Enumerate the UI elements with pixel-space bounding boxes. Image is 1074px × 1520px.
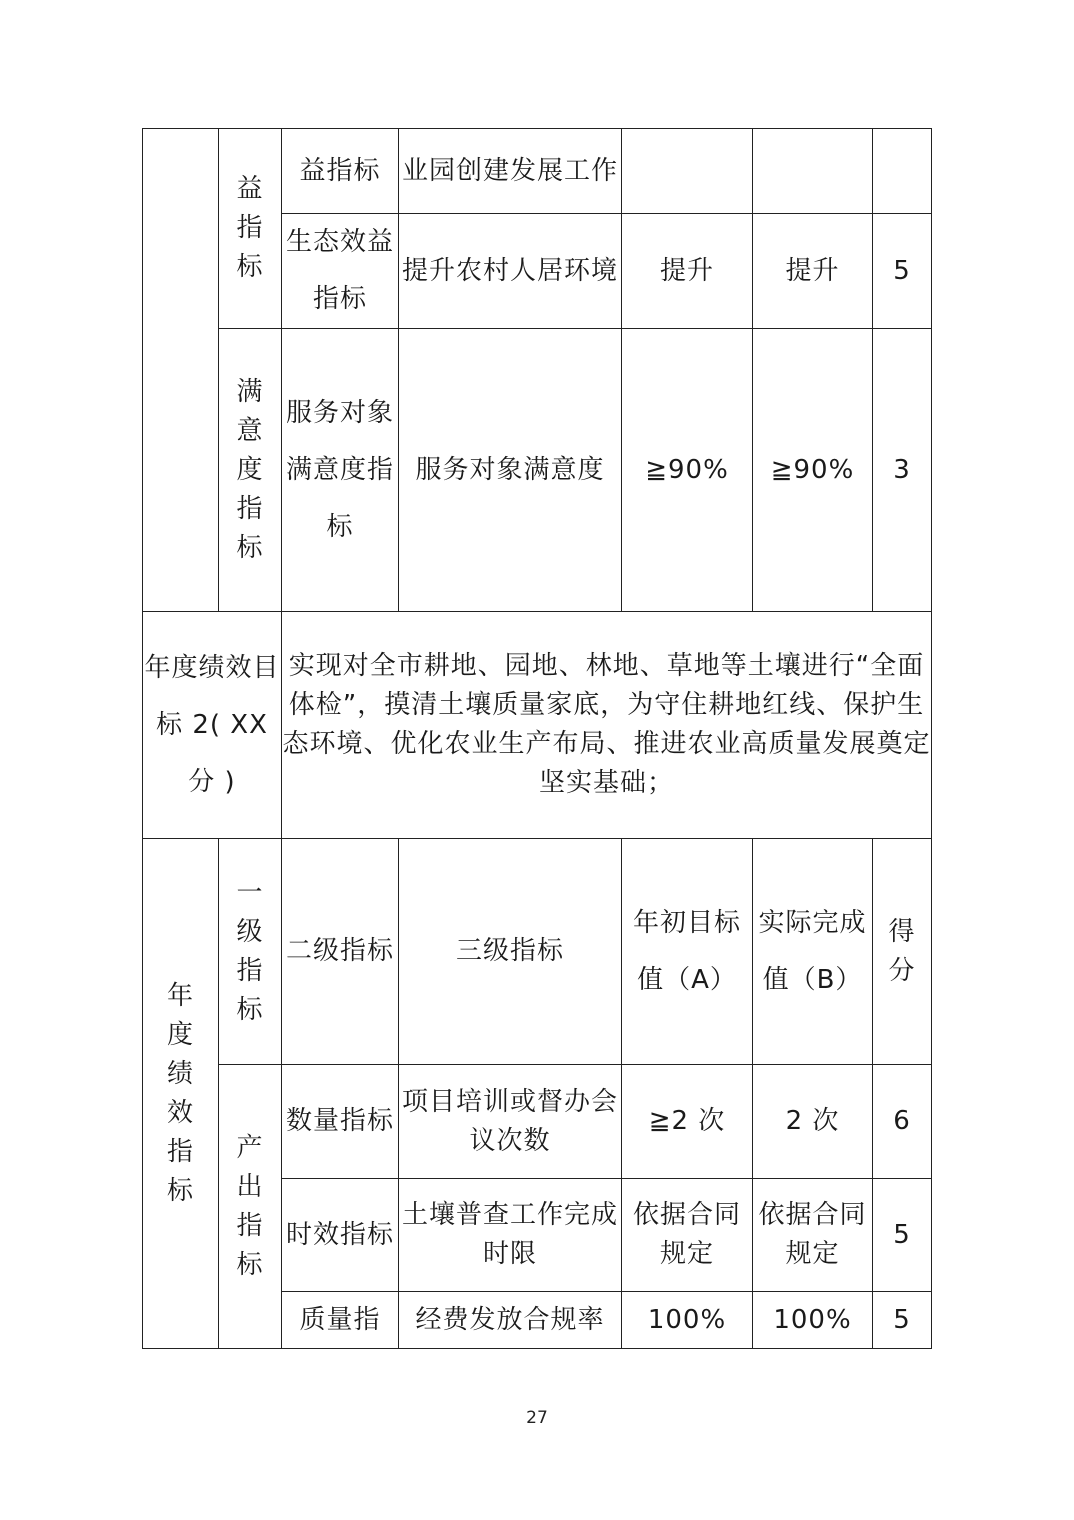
header-level1-label: 一 级 指 标	[236, 877, 264, 1025]
header-score-label: 得 分	[888, 916, 916, 986]
level2-indicator-cell: 生态效益指标	[282, 214, 399, 329]
score-cell: 6	[873, 1065, 932, 1179]
level3-indicator-cell: 土壤普查工作完成时限	[399, 1179, 622, 1292]
score-cell	[873, 129, 932, 214]
section-label: 年 度 绩 效 指 标	[166, 980, 194, 1206]
header-score	[873, 839, 932, 1065]
score-cell: 5	[873, 214, 932, 329]
table-row	[143, 1065, 932, 1179]
level1-indicator-cell	[219, 329, 282, 612]
header-actual: 实际完成值（B）	[753, 839, 873, 1065]
annual-goal-label: 年度绩效目标 2( XX 分 )	[143, 612, 282, 839]
level3-indicator-cell: 经费发放合规率	[399, 1292, 622, 1349]
level3-indicator-cell: 提升农村人居环境	[399, 214, 622, 329]
target-value-cell: 100%	[622, 1292, 753, 1349]
score-cell: 5	[873, 1292, 932, 1349]
performance-table	[142, 128, 932, 1349]
level3-indicator-cell: 项目培训或督办会议次数	[399, 1065, 622, 1179]
actual-value-cell	[753, 129, 873, 214]
level2-indicator-cell: 质量指	[282, 1292, 399, 1349]
target-value-cell: 依据合同规定	[622, 1179, 753, 1292]
level2-indicator-cell: 益指标	[282, 129, 399, 214]
level2-indicator-cell: 时效指标	[282, 1179, 399, 1292]
target-value-cell: 提升	[622, 214, 753, 329]
output-indicator-cell	[219, 1065, 282, 1349]
level3-indicator-cell: 业园创建发展工作	[399, 129, 622, 214]
actual-value-cell: 依据合同规定	[753, 1179, 873, 1292]
page-number: 27	[526, 1408, 548, 1428]
level1-indicator-label: 满 意 度 指 标	[236, 376, 264, 563]
actual-value-cell: 100%	[753, 1292, 873, 1349]
output-indicator-label: 产 出 指 标	[236, 1132, 264, 1280]
level1-indicator-label: 益 指 标	[236, 174, 264, 282]
actual-value-cell: 2 次	[753, 1065, 873, 1179]
level2-indicator-cell: 服务对象满意度指标	[282, 329, 399, 612]
blank-section-cell	[143, 129, 219, 612]
target-value-cell: ≧90%	[622, 329, 753, 612]
header-target: 年初目标值（A）	[622, 839, 753, 1065]
annual-goal-row	[143, 612, 932, 839]
level3-indicator-cell: 服务对象满意度	[399, 329, 622, 612]
indicator-header-row	[143, 839, 932, 1065]
header-level3: 三级指标	[399, 839, 622, 1065]
section-label-cell	[143, 839, 219, 1349]
actual-value-cell: 提升	[753, 214, 873, 329]
table-row	[143, 129, 932, 214]
header-level1	[219, 839, 282, 1065]
actual-value-cell: ≧90%	[753, 329, 873, 612]
table-row	[143, 329, 932, 612]
level2-indicator-cell: 数量指标	[282, 1065, 399, 1179]
score-cell: 3	[873, 329, 932, 612]
header-level2: 二级指标	[282, 839, 399, 1065]
annual-goal-text: 实现对全市耕地、园地、林地、草地等土壤进行“全面体检”，摸清土壤质量家底，为守住耕地红线、保护生态环境、优化农业生产布局、推进农业高质量发展奠定坚实基础；	[282, 612, 932, 839]
target-value-cell: ≧2 次	[622, 1065, 753, 1179]
score-cell: 5	[873, 1179, 932, 1292]
target-value-cell	[622, 129, 753, 214]
level1-indicator-cell	[219, 129, 282, 329]
